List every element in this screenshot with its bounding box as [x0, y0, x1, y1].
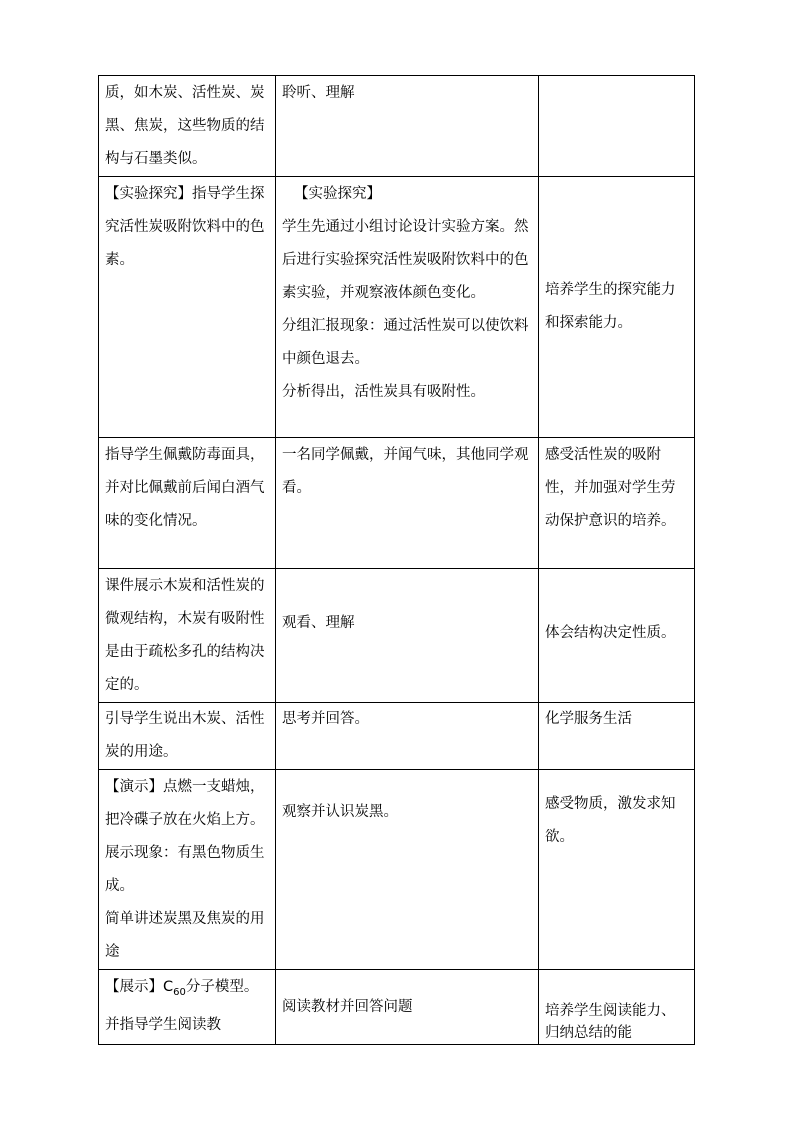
design-intent-cell [539, 703, 695, 770]
cell-text: 培养学生阅读能力、归纳总结的能 [545, 1003, 676, 1041]
table-row [99, 438, 695, 569]
cell-text: 化学服务生活 [545, 711, 632, 727]
cell-text: 思考并回答。 [282, 711, 369, 727]
cell-text: 培养学生的探究能力和探索能力。 [545, 282, 676, 331]
cell-text: 阅读教材并回答问题 [282, 998, 413, 1015]
cell-text: 引导学生说出木炭、活性炭的用途。 [105, 711, 265, 760]
cell-text: 分析得出，活性炭具有吸附性。 [282, 384, 485, 400]
table-row [99, 703, 695, 770]
cell-text: 【实验探究】指导学生探究活性炭吸附饮料中的色素。 [105, 186, 265, 268]
teacher-activity-cell [99, 770, 276, 970]
design-intent-cell [539, 438, 695, 569]
cell-text: 感受物质，激发求知欲。 [545, 796, 676, 845]
teacher-activity-cell [99, 177, 276, 438]
cell-text: 简单讲述炭黑及焦炭的用途 [105, 911, 265, 960]
cell-text-suffix: 分子模型。并指导学生阅读教 [105, 979, 259, 1033]
design-intent-cell [539, 177, 695, 438]
student-activity-cell [276, 76, 539, 177]
table-row [99, 177, 695, 438]
cell-text: 一名同学佩戴，并闻气味，其他同学观看。 [282, 447, 529, 496]
cell-text: 【演示】点燃一支蜡烛，把冷碟子放在火焰上方。展示现象：有黑色物质生成。 [105, 779, 265, 894]
design-intent-cell [539, 770, 695, 970]
table-row [99, 770, 695, 970]
design-intent-cell [539, 76, 695, 177]
teacher-activity-cell [99, 569, 276, 703]
teacher-activity-cell [99, 76, 276, 177]
subscript: 60 [173, 986, 186, 998]
cell-text: 聆听、理解 [282, 85, 355, 101]
cell-text: 分组汇报现象：通过活性炭可以使饮料中颜色退去。 [282, 318, 529, 367]
cell-text: 指导学生佩戴防毒面具，并对比佩戴前后闻白酒气味的变化情况。 [105, 447, 265, 529]
student-activity-cell [276, 569, 539, 703]
cell-text: 体会结构决定性质。 [545, 624, 676, 641]
design-intent-cell [539, 569, 695, 703]
student-activity-cell [276, 970, 539, 1045]
student-activity-cell [276, 177, 539, 438]
student-activity-cell [276, 438, 539, 569]
cell-text: 观看、理解 [282, 615, 355, 631]
table-row [99, 569, 695, 703]
table-row [99, 970, 695, 1045]
student-activity-cell [276, 703, 539, 770]
cell-text: 课件展示木炭和活性炭的微观结构，木炭有吸附性是由于疏松多孔的结构决定的。 [105, 578, 265, 693]
lesson-plan-table [98, 75, 695, 1045]
teacher-activity-cell [99, 703, 276, 770]
cell-text: 【实验探究】 [294, 186, 381, 202]
cell-text: 学生先通过小组讨论设计实验方案。然后进行实验探究活性炭吸附饮料中的色素实验，并观察液体颜色变化。 [282, 219, 529, 301]
cell-text [105, 970, 269, 1042]
student-activity-cell [276, 770, 539, 970]
cell-text: 质，如木炭、活性炭、炭黑、焦炭，这些物质的结构与石墨类似。 [105, 85, 265, 167]
cell-text: 感受活性炭的吸附性，并加强对学生劳动保护意识的培养。 [545, 447, 676, 529]
cell-text: 观察并认识炭黑。 [282, 804, 398, 820]
teacher-activity-cell [99, 438, 276, 569]
design-intent-cell [539, 970, 695, 1045]
table-row [99, 76, 695, 177]
teacher-activity-cell [99, 970, 276, 1045]
cell-text-prefix: 【展示】C [105, 979, 174, 995]
